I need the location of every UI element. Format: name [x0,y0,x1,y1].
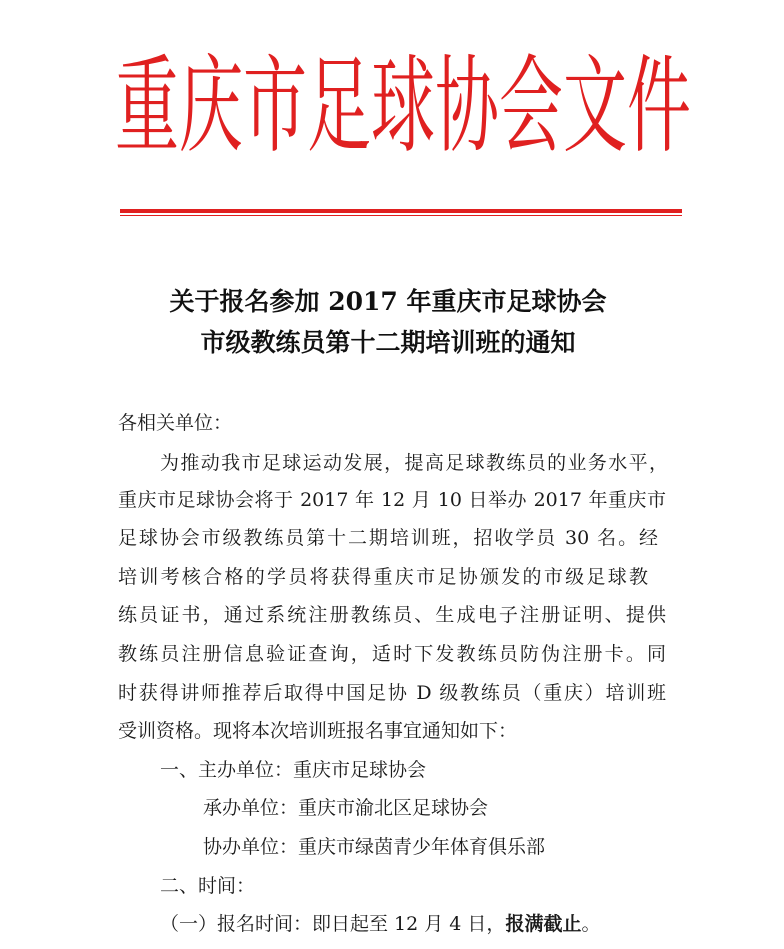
paragraph-line: 练员证书，通过系统注册教练员、生成电子注册证明、提供 [118,604,666,626]
registration-time-text: （一）报名时间：即日起至 12 月 4 日， [160,913,506,935]
registration-time-line [160,915,600,934]
paragraph-line: 足球协会市级教练员第十二期培训班，招收学员 30 名。经 [118,527,658,549]
paragraph-line: 培训考核合格的学员将获得重庆市足协颁发的市级足球教 [118,566,648,588]
org-title: 重庆市足球协会文件 [115,46,691,170]
paragraph-line: 为推动我市足球运动发展，提高足球教练员的业务水平， [160,452,668,474]
registration-deadline-emphasis: 报满截止 [505,913,582,935]
paragraph-line: 重庆市足球协会将于 2017 年 12 月 10 日举办 2017 年重庆市 [118,489,666,511]
paragraph-line: 受训资格。现将本次培训班报名事宜通知如下： [118,720,518,742]
paragraph-line: 教练员注册信息验证查询，适时下发教练员防伪注册卡。同 [118,643,666,665]
salutation: 各相关单位： [118,412,233,434]
section1-heading: 一、主办单位：重庆市足球协会 [160,759,427,781]
notice-title-line1: 关于报名参加 2017 年重庆市足球协会 [169,287,607,316]
section2-heading: 二、时间： [160,875,256,897]
masthead-rule-thin [120,215,682,216]
co-organizer-line: 协办单位：重庆市绿茵青少年体育俱乐部 [203,836,546,858]
registration-time-end: 。 [581,913,601,935]
masthead-rule-thick [120,209,682,213]
masthead [115,46,691,170]
paragraph-line: 时获得讲师推荐后取得中国足协 D 级教练员（重庆）培训班 [118,682,666,704]
organizer-line: 承办单位：重庆市渝北区足球协会 [203,797,489,819]
notice-title-line2: 市级教练员第十二期培训班的通知 [200,328,576,357]
